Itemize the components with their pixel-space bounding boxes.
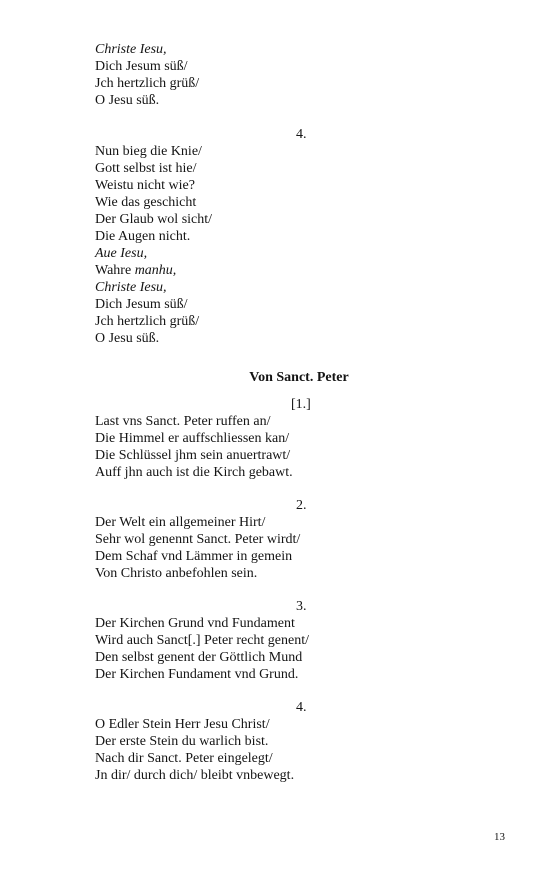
verse-line: Sehr wol genennt Sanct. Peter wirdt/ bbox=[95, 532, 301, 547]
page-number: 13 bbox=[494, 831, 505, 843]
verse-line: Nach dir Sanct. Peter eingelegt/ bbox=[95, 751, 273, 766]
verse-line: Den selbst genent der Göttlich Mund bbox=[95, 650, 303, 665]
verse-line: Aue Iesu, bbox=[95, 246, 148, 261]
verse-line: Auff jhn auch ist die Kirch gebawt. bbox=[95, 465, 293, 480]
verse-line-part: Wahre bbox=[95, 263, 135, 278]
verse-line: Dem Schaf vnd Lämmer in gemein bbox=[95, 549, 293, 564]
verse-number: 2. bbox=[296, 498, 307, 513]
verse-line: Der Kirchen Grund vnd Fundament bbox=[95, 616, 295, 631]
verse-line: Die Himmel er auffschliessen kan/ bbox=[95, 431, 290, 446]
verse-line: Jch hertzlich grüß/ bbox=[95, 76, 200, 91]
verse-line: Wie das geschicht bbox=[95, 195, 197, 210]
verse-line: Jn dir/ durch dich/ bleibt vnbewegt. bbox=[95, 768, 295, 783]
verse-line: Nun bieg die Knie/ bbox=[95, 144, 202, 159]
section-heading: Von Sanct. Peter bbox=[249, 370, 349, 385]
verse-line: O Edler Stein Herr Jesu Christ/ bbox=[95, 717, 270, 732]
verse-line: Der Welt ein allgemeiner Hirt/ bbox=[95, 515, 266, 530]
verse-line: Der Kirchen Fundament vnd Grund. bbox=[95, 667, 299, 682]
verse-line: Der Glaub wol sicht/ bbox=[95, 212, 213, 227]
verse-number: 4. bbox=[296, 700, 307, 715]
verse-line: Weistu nicht wie? bbox=[95, 178, 195, 193]
verse-line: Die Schlüssel jhm sein anuertrawt/ bbox=[95, 448, 291, 463]
verse-line: Gott selbst ist hie/ bbox=[95, 161, 197, 176]
verse-line: Christe Iesu, bbox=[95, 280, 167, 295]
verse-number: 3. bbox=[296, 599, 307, 614]
verse-line: Dich Jesum süß/ bbox=[95, 297, 188, 312]
verse-line: Jch hertzlich grüß/ bbox=[95, 314, 200, 329]
verse-number: [1.] bbox=[291, 397, 311, 412]
verse-line: Christe Iesu, bbox=[95, 42, 167, 57]
verse-line: Last vns Sanct. Peter ruffen an/ bbox=[95, 414, 271, 429]
verse-line-part-italic: manhu, bbox=[134, 263, 177, 278]
verse-line: Wird auch Sanct[.] Peter recht genent/ bbox=[95, 633, 310, 648]
verse-line: O Jesu süß. bbox=[95, 331, 160, 346]
verse-line bbox=[95, 262, 176, 279]
verse-number: 4. bbox=[296, 127, 307, 142]
verse-line: Der erste Stein du warlich bist. bbox=[95, 734, 269, 749]
verse-line: O Jesu süß. bbox=[95, 93, 160, 108]
verse-line: Dich Jesum süß/ bbox=[95, 59, 188, 74]
verse-line: Die Augen nicht. bbox=[95, 229, 191, 244]
verse-line: Von Christo anbefohlen sein. bbox=[95, 566, 258, 581]
